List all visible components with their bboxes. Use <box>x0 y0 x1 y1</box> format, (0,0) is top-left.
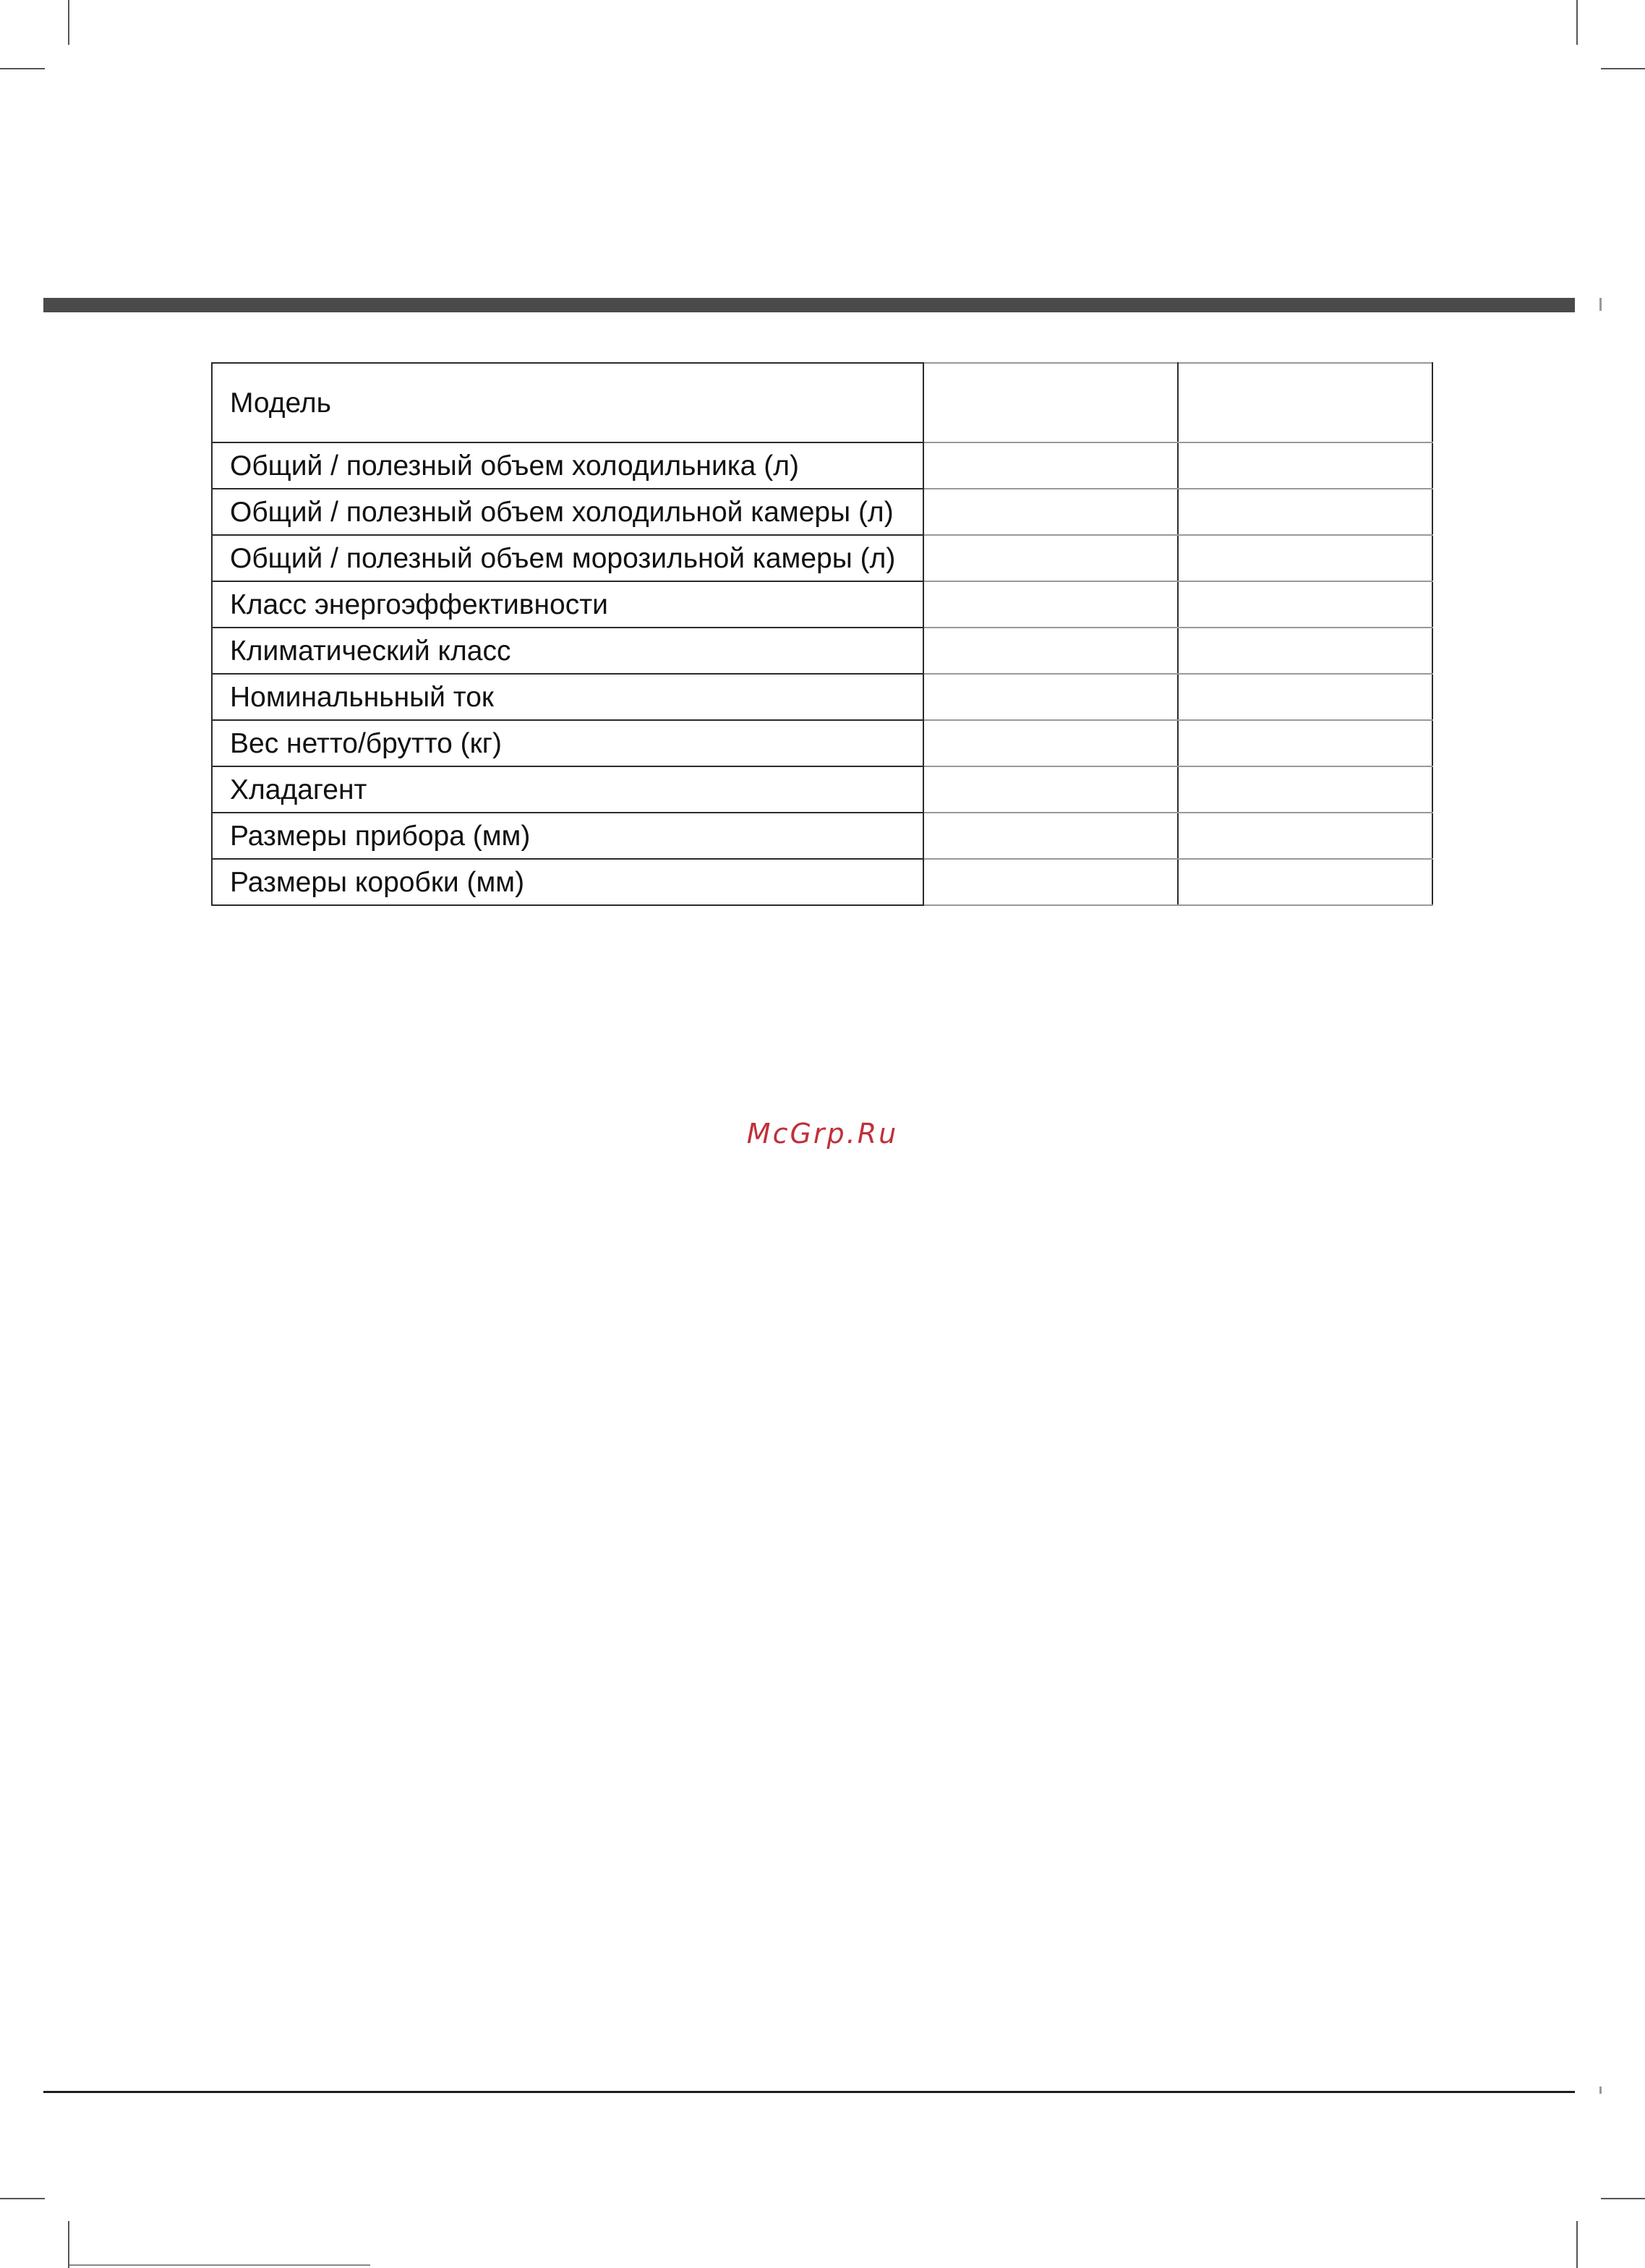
spec-value <box>923 363 1178 442</box>
footer-rule <box>43 2091 1575 2093</box>
spec-label: Класс энергоэффективности <box>212 581 923 628</box>
spec-label: Хладагент <box>212 766 923 813</box>
bottom-slug-line <box>69 2264 370 2266</box>
spec-label: Общий / полезный объем холодильной камеры (л) <box>212 489 923 535</box>
spec-value <box>923 489 1178 535</box>
spec-value <box>1178 720 1432 766</box>
spec-value <box>923 859 1178 905</box>
spec-label: Общий / полезный объем морозильной камеры (л) <box>212 535 923 581</box>
spec-value <box>1178 813 1432 859</box>
spec-value <box>1178 489 1432 535</box>
table-row <box>212 859 1432 905</box>
spec-value <box>923 813 1178 859</box>
header-band <box>43 298 1575 312</box>
spec-label: Вес нетто/брутто (кг) <box>212 720 923 766</box>
crop-mark-bottom-right-vertical <box>1576 2221 1578 2268</box>
spec-value <box>1178 363 1432 442</box>
spec-value <box>1178 535 1432 581</box>
spec-value <box>923 535 1178 581</box>
table-row <box>212 674 1432 720</box>
spec-value <box>923 581 1178 628</box>
spec-value <box>923 674 1178 720</box>
spec-value <box>1178 766 1432 813</box>
table-row <box>212 581 1432 628</box>
spec-value <box>1178 442 1432 489</box>
crop-mark-bottom-left-horizontal <box>0 2198 45 2199</box>
spec-label: Номинальньный ток <box>212 674 923 720</box>
spec-value <box>1178 581 1432 628</box>
watermark-link[interactable]: McGrp.Ru <box>746 1118 899 1150</box>
spec-value <box>923 628 1178 674</box>
spec-value <box>923 766 1178 813</box>
table-row <box>212 766 1432 813</box>
edge-tick-top <box>1599 298 1602 311</box>
spec-label: Климатический класс <box>212 628 923 674</box>
table-row <box>212 628 1432 674</box>
table-row <box>212 813 1432 859</box>
crop-mark-top-left-horizontal <box>0 68 45 69</box>
table-row <box>212 442 1432 489</box>
spec-label: Модель <box>212 363 923 442</box>
spec-value <box>923 442 1178 489</box>
crop-mark-bottom-right-horizontal <box>1601 2198 1645 2199</box>
spec-label: Размеры прибора (мм) <box>212 813 923 859</box>
crop-mark-top-right-vertical <box>1576 0 1578 45</box>
spec-value <box>1178 628 1432 674</box>
table-row <box>212 535 1432 581</box>
spec-label: Размеры коробки (мм) <box>212 859 923 905</box>
spec-table <box>211 362 1433 906</box>
table-row-model <box>212 363 1432 442</box>
table-row <box>212 720 1432 766</box>
crop-mark-bottom-left-vertical <box>68 2221 69 2268</box>
edge-tick-bottom <box>1599 2087 1602 2094</box>
crop-mark-top-right-horizontal <box>1601 68 1645 69</box>
table-row <box>212 489 1432 535</box>
crop-mark-top-left-vertical <box>68 0 69 45</box>
spec-value <box>1178 859 1432 905</box>
spec-label: Общий / полезный объем холодильника (л) <box>212 442 923 489</box>
spec-value <box>1178 674 1432 720</box>
spec-value <box>923 720 1178 766</box>
